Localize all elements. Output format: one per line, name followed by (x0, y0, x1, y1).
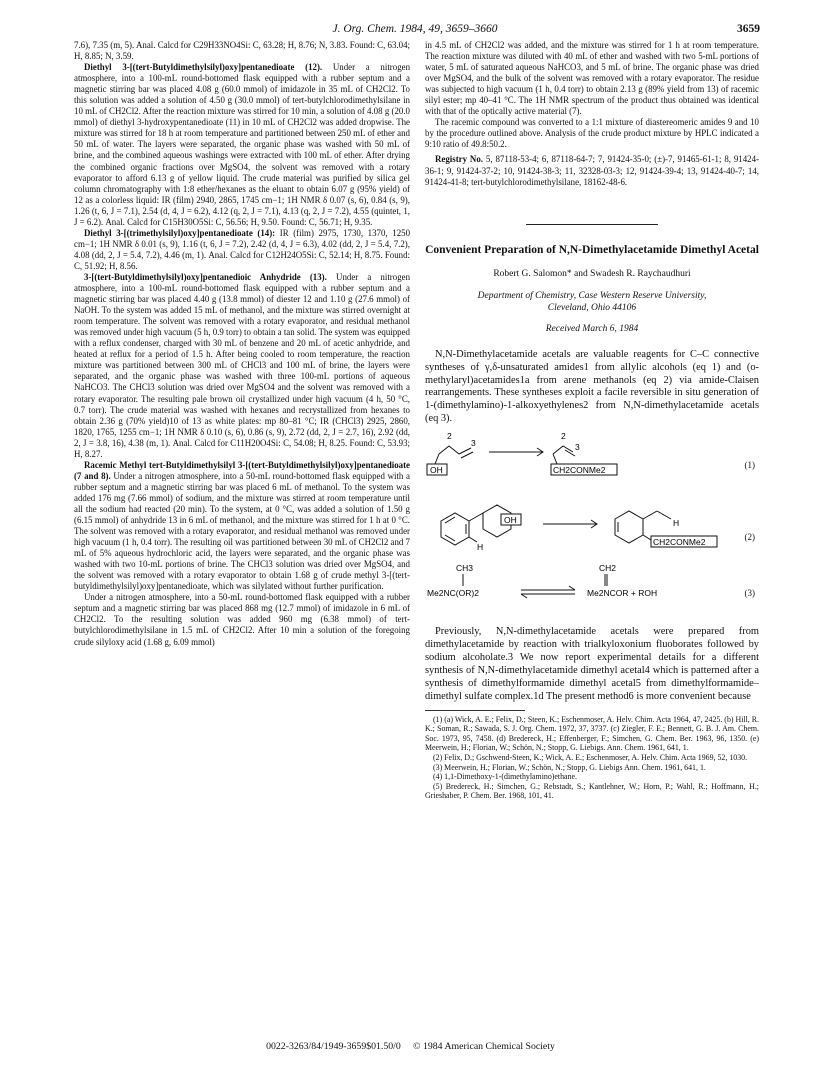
page-footer (0, 1041, 821, 1052)
product-label: CH2CONMe2 (553, 465, 606, 476)
footnote-rule (425, 710, 525, 711)
ch2-label: CH2 (599, 563, 617, 574)
atom-number: 2 (447, 431, 452, 442)
product-bond (553, 454, 557, 464)
arrow-half-head (521, 594, 527, 598)
footnotes (425, 715, 759, 801)
h-label: H (477, 542, 484, 553)
allyl-bond (439, 446, 459, 454)
paragraph: Previously, N,N-dimethylacetamide acetals were prepared from dimethylacetamide by reaction with trialkyloxonium fluoborates followed by sodium alcoholate.3 We now report experimental details for a different synthesis of N,N-dimethylacetamide dimethyl acetal4 which is patterned after a synthesis of dimethylformamide dimethyl acetal5 from dimethylformamide–dimethyl sulfate complex.1d The present method6 is more convenient because (425, 626, 759, 702)
paragraph-body: Under a nitrogen atmosphere, into a 100-mL round-bottomed flask equipped with a rubber septum and a magnetic stirring bar was placed 4.08 g (60.0 mmol) of imidazole in 35 mL of CH2Cl2. To this solution was added a solution of 4.50 g (30.0 mmol) of tert-butylchlorodimethylsilane in 10 mL of CH2Cl2. After the reaction mixture was stirred for 10 min, a solution of 4.08 g (20.0 mmol) of diethyl 3-hydroxypentanedioate (11) in 10 mL of CH2Cl2 was added dropwise. The mixture was stirred for 18 h at room temperature and partitioned between 250 mL of ether and 50 mL of water. The layers were separated, the organic phase was washed with 50 mL of brine, and the combined aqueous washings were extracted with 100 mL of ether. After drying the combined organic fractions over MgSO4, the solvent was removed with a rotary evaporator to afford 6.13 g of yellow liquid. The crude material was purified by silica gel column chromatography with 1:8 ether/hexanes as the eluant to obtain 6.07 g (95% yield) of 12 as a colorless liquid: IR (film) 2940, 2865, 1745 cm−1; 1H NMR δ 0.07 (s, 6), 0.84 (s, 9), 1.26 (t, 6, J = 7.1), 2.54 (d, 4, J = 6.2), 4.12 (q, 2, J = 7.1), 4.13 (q, 2, J = 7.2), 4.55 (quintet, 1, J = 6.2). Anal. Calcd for C15H30O5Si: C, 56.56; H, 9.50. Found: C, 56.71; H, 9.35. (74, 62, 411, 227)
paragraph: 7.6), 7.35 (m, 5). Anal. Calcd for C29H33NO4Si: C, 63.28; H, 8.76; N, 3.83. Found: C, 63.04; H, 8.85; N, 3.59. (74, 40, 410, 62)
compound-heading: Racemic Methyl tert-Butyldimethylsilyl 3-[(tert-Butyldimethylsilyl)oxy]pentanedioate (7 and 8). (74, 459, 410, 481)
footnote: (1) (a) Wick, A. E.; Felix, D.; Steen, K.; Eschenmoser, A. Helv. Chim. Acta 1964, 47, 2425. (b) Hill, R. K.; Soman, R.; Sawada, S. J. Org. Chem. 1972, 37, 3737. (c) Ziegler, F. E.; Bennett, G. B. J. Am. Chem. Soc. 1973, 95, 7458. (d) Bredereck, H.; Effenberger, F.; Simchen, G. Chem. Ber. 1963, 96, 1350. (e) Meerwein, H.; Florian, W.; Schön, N.; Stopp, G. Liebigs. Ann. Chem. 1961, 641, 1. (425, 714, 759, 753)
compound-heading: Diethyl 3-[(trimethylsilyl)oxy]pentanedioate (14): (84, 227, 276, 238)
paragraph (74, 62, 410, 228)
oh-bond (435, 454, 439, 464)
ch3-label: CH3 (456, 563, 474, 574)
atom-number: 3 (575, 442, 580, 453)
left-column (74, 40, 410, 648)
benzene-ring (441, 513, 469, 545)
benzyl-bond (469, 513, 483, 521)
affiliation-line: Department of Chemistry, Case Western Reserve University, (477, 290, 707, 301)
paragraph: N,N-Dimethylacetamide acetals are valuable reagents for C–C connective syntheses of γ,δ-unsaturated amides1 from allylic alcohols (eq 1) and (o-methylaryl)acetamides1a from arene methanols (eq 2) via amide-Claisen rearrangements. These syntheses exploit a facile reversible in situ generation of 1-(dimethylamino)-1-alkoxyethylenes2 from N,N-dimethylacetamide acetals (eq 3). (425, 348, 759, 425)
h-bond (469, 537, 477, 542)
compound-heading: Diethyl 3-[(tert-Butyldimethylsilyl)oxy]pentanedioate (12). (84, 62, 323, 73)
product-ring (615, 511, 643, 543)
paragraph-body: IR (film) 2975, 1730, 1370, 1250 cm−1; 1H NMR δ 0.01 (s, 9), 1.16 (t, 6, J = 7.2), 2.42 (d, 4, J = 6.3), 4.02 (dd, 2, J = 5.4, 7.2), 4.08 (dd, 2, J = 5.4, 7.2), 4.46 (m, 1). Anal. Calcd for C12H24O5Si: C, 52.14; H, 8.75. Found: C, 51.92; H, 8.56. (74, 227, 411, 271)
affiliation (425, 290, 759, 314)
authors: Robert G. Salomon* and Swadesh R. Raychaudhuri (493, 268, 691, 279)
paragraph-body: Under a nitrogen atmosphere, into a 50-mL round-bottomed flask equipped with a rubber septum and a magnetic stirring bar was placed 6 mL of methanol. To the system was added 176 mg (7.66 mmol) of sodium, and the mixture was stirred at room temperature until all the sodium had reacted (20 min). To the system, at 0 °C, was added a solution of 1.50 g (6.15 mmol) of anhydride 13 in 6 mL of methanol, and the mixture was stirred for 1 h at 0 °C. The solvent was removed with a rotary evaporator, and residual methanol was removed under high vacuum (1 h, 0.4 torr). The resulting oil was partitioned between 30 mL of CH2Cl2 and 7 mL of 5% aqueous hydrochloric acid, the layers were separated, and the organic phase was washed with two 10-mL portions of brine. The CHCl3 solution was dried over MgSO4, and the solvent was removed with a rotary evaporator to obtain 1.68 g of crude methyl 3-[(tert-butyldimethylsilyl)oxy]pentanedioate, which was silylated without further purification. (74, 470, 410, 592)
paragraph: in 4.5 mL of CH2Cl2 was added, and the mixture was stirred for 1 h at room temperature. The reaction mixture was diluted with 40 mL of ether and washed with two 5-mL portions of water, 5 mL of saturated aqueous NaHCO3, and 5 mL of brine. The organic phase was dried over MgSO4, and the bulk of the solvent was removed with a rotary evaporator. The residue was subjected to high vacuum (1 h, 0.4 torr) to obtain 2.13 g (89% yield from 13) of racemic silyl ester; mp 40–41 °C. The 1H NMR spectrum of the product thus obtained was identical with that of the optically active material (7). (425, 40, 759, 117)
paragraph: Under a nitrogen atmosphere, into a 50-mL round-bottomed flask equipped with a rubber septum and a magnetic stirring bar was placed 868 mg (12.7 mmol) of imidazole in 6 mL of CH2Cl2. To the resulting solution was added 960 mg (6.38 mmol) of tert-butylchlorodimethylsilane in 1.5 mL of CH2Cl2. After 10 min a solution of the foregoing crude silyloxy acid (1.68 g, 6.09 mmol) (74, 592, 410, 647)
running-citation: J. Org. Chem. 1984, 49, 3659–3660 (332, 23, 498, 35)
article-separator (526, 224, 658, 225)
paragraph-body: Under a nitrogen atmosphere, into a 100-mL round-bottomed flask equipped with a rubber septum and a magnetic stirring bar was placed 4.40 g (13.8 mmol) of diester 12 and 1.10 g (27.6 mmol) of NaOH. To the system was added 15 mL of methanol, and the mixture was stirred overnight at room temperature. The solvent was removed with a rotary evaporator, and residual methanol was removed under high vacuum (5 h, 0.9 torr) to obtain a tan solid. The system was equipped with a reflux condenser, charged with 30 mL of benzene and 20 mL of acetic anhydride, and heated at reflux for a period of 1.5 h. After being cooled to room temperature, the reaction mixture was partitioned between 300 mL of CHCl3 and 100 mL of brine, the layers were separated, and the organic phase was washed with three 100-mL portions of aqueous NaHCO3. The CHCl3 solution was dried over MgSO4 and the solvent was removed with a rotary evaporator. The resulting pale brown oil crystallized under high vacuum (4 h, 50 °C, 0.7 torr). The crude material was washed with hexanes and recrystallized from hexanes to obtain 2.36 g (70% yield)10 of 13 as white plates: mp 80–81 °C; IR (CHCl3) 2925, 2860, 1820, 1765, 1255 cm−1; 1H NMR δ 0.10 (s, 6), 0.86 (s, 9), 2.72 (dd, 2, J = 2.7, 16), 2.92 (dd, 2, J = 3.8, 16), 4.38 (m, 1). Anal. Calcd for C11H20O4Si: C, 54.08; H, 8.25. Found: C, 53.93; H, 8.27. (74, 271, 411, 459)
footnote: (2) Felix, D.; Gschwend-Steen, K.; Wick, A. E.; Eschenmoser, A. Helv. Chim. Acta 1969, 52, 1030. (433, 752, 748, 762)
oh-label: OH (504, 515, 517, 526)
reaction-scheme-figure (425, 426, 759, 662)
product-bond (657, 511, 671, 519)
atom-number: 3 (471, 438, 476, 449)
product-bond (643, 535, 651, 540)
affiliation-line: Cleveland, Ohio 44106 (547, 302, 637, 313)
atom-number: 2 (561, 431, 566, 442)
equation-3 (463, 574, 607, 598)
footnote: (3) Meerwein, H.; Florian, W.; Schön, N.; Stopp, G. Liebigs Ann. Chem. 1961, 641, 1. (433, 762, 706, 772)
intro (425, 349, 759, 426)
equation-number: (2) (744, 532, 755, 543)
vinyl-bond (459, 448, 471, 454)
paragraph: The racemic compound was converted to a 1:1 mixture of diastereomeric amides 9 and 10 by the procedure outlined above. Analysis of the crude product mixture by HPLC indicated a 9:10 ratio of 49.8:50.2. (425, 117, 759, 150)
vinyl-double-bond (461, 452, 473, 458)
issn-code: 0022-3263/84/1949-3659$01.50/0 (266, 1041, 401, 1052)
registry-numbers (425, 154, 759, 187)
reaction-schemes (425, 426, 759, 662)
arrow-half-head (569, 586, 575, 590)
registry-body: 5, 87118-53-4; 6, 87118-64-7; 7, 91424-35-0; (±)-7, 91465-61-1; 8, 91424-36-1; 9, 91424-37-2; 10, 91424-38-3; 11, 32328-03-3; 12, 91424-39-4; 13, 91424-40-7; 14, 91424-41-8; tert-butylchlorodimethylsilane, 18162-48-6. (425, 154, 760, 187)
copyright: © 1984 American Chemical Society (413, 1041, 555, 1052)
paragraph (74, 272, 410, 460)
footnote: (4) 1,1-Dimethoxy-1-(dimethylamino)ethane. (433, 772, 577, 782)
product-bond (643, 511, 657, 519)
equation-number: (1) (744, 460, 755, 471)
h-label: H (673, 518, 680, 529)
compound-heading: 3-[(tert-Butyldimethylsilyl)oxy]pentanedioic Anhydride (13). (84, 271, 327, 282)
product-double-bond (565, 450, 575, 456)
reactant-label: Me2NC(OR)2 (427, 588, 479, 599)
product-label: CH2CONMe2 (653, 537, 706, 548)
received-date: Received March 6, 1984 (545, 323, 639, 334)
right-column (425, 40, 759, 801)
paragraph (74, 228, 410, 272)
product-label: Me2NCOR + ROH (587, 588, 658, 599)
page-number: 3659 (737, 23, 760, 35)
oh-label: OH (430, 465, 443, 476)
page-header (70, 23, 760, 39)
article-title: Convenient Preparation of N,N-Dimethylacetamide Dimethyl Acetal (425, 243, 759, 256)
equation-number: (3) (744, 588, 755, 599)
footnote: (5) Bredereck, H.; Simchen, G.; Rebstadt, S.; Kantlehner, W.; Horn, P.; Wahl, R.; Hoffmann, H.; Grieshaber, P. Chem. Ber. 1968, 101, 41. (425, 781, 759, 801)
paragraph (74, 460, 410, 593)
registry-heading: Registry No. (435, 154, 484, 165)
